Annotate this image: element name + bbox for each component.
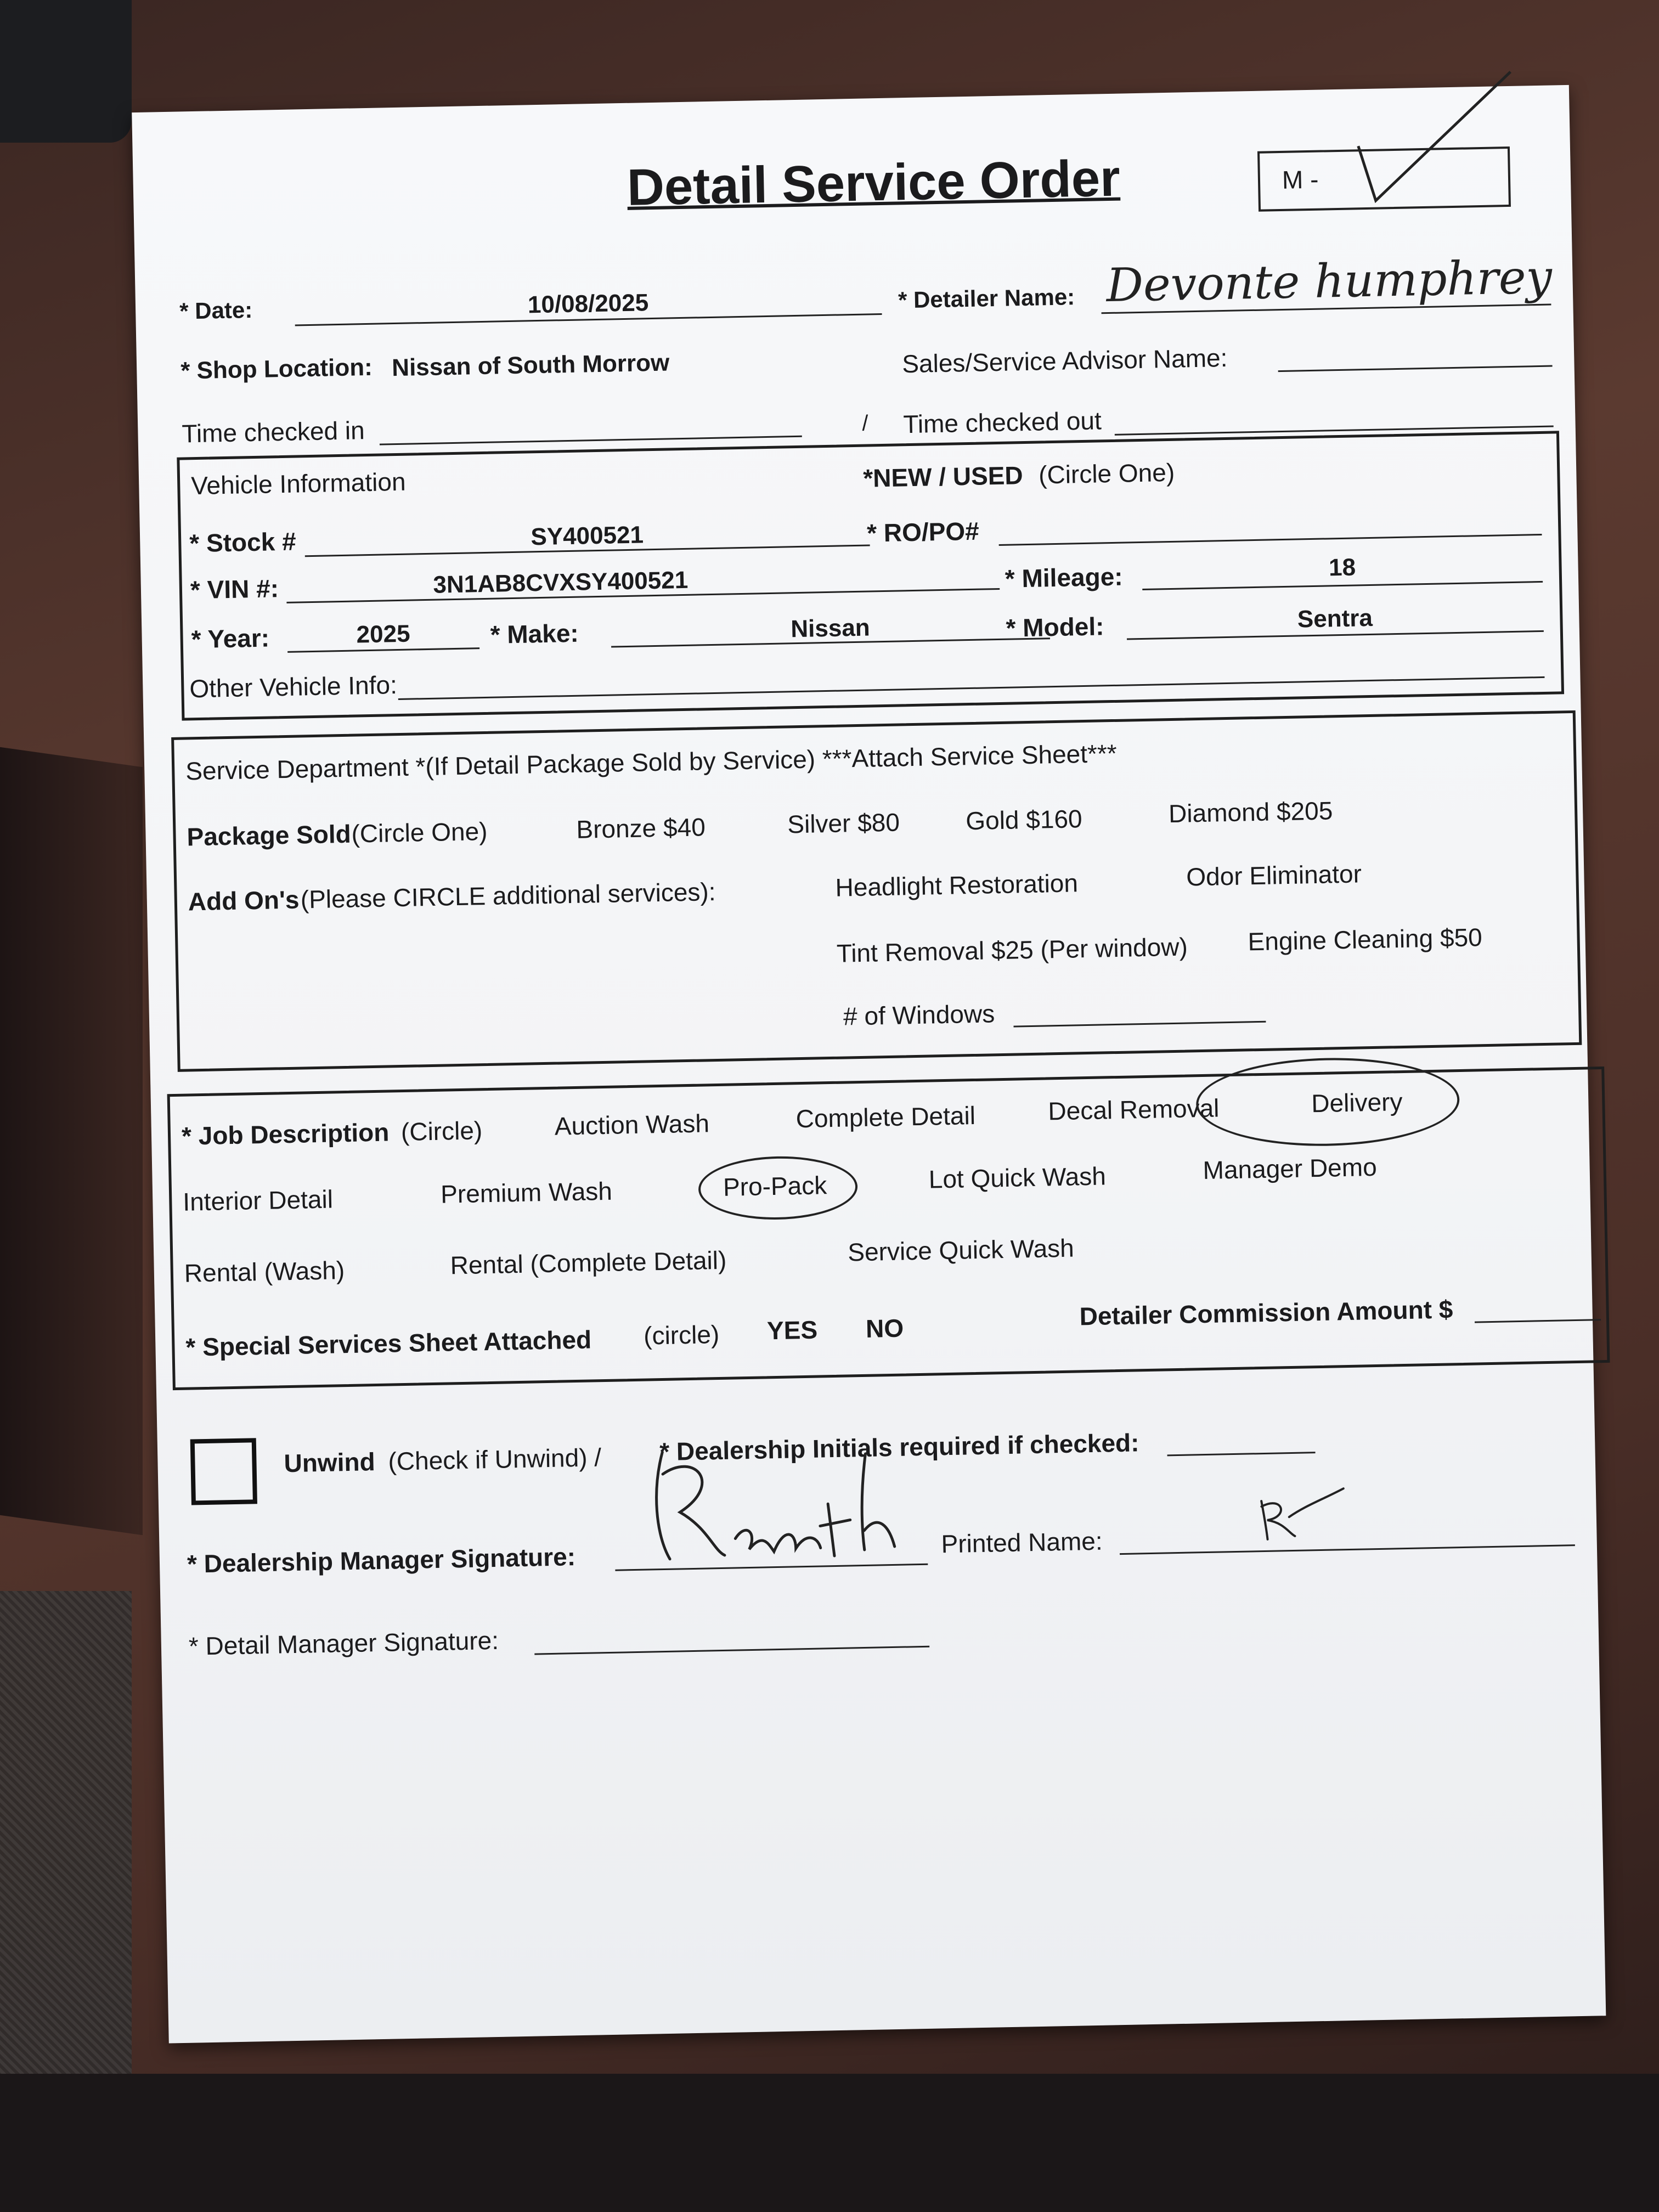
job-premium-wash[interactable]: Premium Wash <box>440 1176 613 1209</box>
vin-label: * VIN #: <box>190 574 279 605</box>
make-value: Nissan <box>790 614 871 643</box>
date-value: 10/08/2025 <box>527 289 649 319</box>
stock-label: * Stock # <box>189 527 297 558</box>
job-delivery[interactable]: Delivery <box>1311 1087 1403 1118</box>
printed-name-initials <box>1250 1483 1350 1545</box>
laptop-corner <box>0 0 132 143</box>
m-number-box[interactable] <box>1257 146 1511 212</box>
commission-amount-label: Detailer Commission Amount $ <box>1079 1295 1453 1331</box>
package-sold-hint: (Circle One) <box>351 816 488 848</box>
shop-location-value: Nissan of South Morrow <box>391 349 670 382</box>
other-vehicle-info-line[interactable] <box>398 676 1545 700</box>
shop-location-label: * Shop Location: <box>180 353 373 385</box>
addon-engine-cleaning[interactable]: Engine Cleaning $50 <box>1248 923 1483 956</box>
job-description-hint: (Circle) <box>400 1116 483 1147</box>
other-vehicle-info-label: Other Vehicle Info: <box>189 670 398 703</box>
new-used-label[interactable]: *NEW / USED <box>862 461 1024 493</box>
job-description-label: * Job Description <box>181 1118 390 1150</box>
m-label: M - <box>1282 165 1319 194</box>
new-used-hint: (Circle One) <box>1038 458 1175 489</box>
detail-manager-signature-line[interactable] <box>534 1646 929 1655</box>
special-services-no[interactable]: NO <box>865 1313 904 1343</box>
detailer-name-handwritten: Devonte humphrey <box>1105 250 1553 313</box>
job-pro-pack[interactable]: Pro-Pack <box>723 1171 827 1201</box>
make-label: * Make: <box>490 618 579 649</box>
commission-amount-line[interactable] <box>1475 1319 1601 1323</box>
unwind-checkbox[interactable] <box>190 1438 257 1505</box>
time-in-line[interactable] <box>380 436 802 445</box>
detail-manager-signature-label: * Detail Manager Signature: <box>188 1626 499 1661</box>
job-manager-demo[interactable]: Manager Demo <box>1203 1152 1378 1185</box>
form-title: Detail Service Order <box>627 149 1121 216</box>
unwind-label: Unwind <box>284 1447 376 1478</box>
dealership-manager-signature <box>629 1436 917 1573</box>
special-services-hint: (circle) <box>643 1320 720 1350</box>
vehicle-info-label: Vehicle Information <box>190 467 406 500</box>
detailer-name-label: * Detailer Name: <box>898 284 1075 313</box>
advisor-name-label: Sales/Service Advisor Name: <box>901 343 1228 379</box>
special-services-yes[interactable]: YES <box>766 1315 818 1345</box>
ro-po-label: * RO/PO# <box>866 516 980 548</box>
job-rental-wash[interactable]: Rental (Wash) <box>184 1256 345 1288</box>
package-gold[interactable]: Gold $160 <box>965 804 1083 836</box>
service-dept-header: Service Department *(If Detail Package Sold by Service) ***Attach Service Sheet*** <box>185 738 1118 786</box>
dealership-signature-label: * Dealership Manager Signature: <box>187 1542 576 1578</box>
ro-po-line[interactable] <box>999 534 1542 546</box>
job-lot-quick-wash[interactable]: Lot Quick Wash <box>928 1161 1107 1194</box>
job-complete-detail[interactable]: Complete Detail <box>795 1101 976 1133</box>
model-label: * Model: <box>1006 612 1104 642</box>
advisor-name-line[interactable] <box>1278 365 1553 373</box>
unwind-hint: (Check if Unwind) / <box>388 1443 602 1476</box>
special-services-label: * Special Services Sheet Attached <box>185 1325 592 1362</box>
package-diamond[interactable]: Diamond $205 <box>1168 796 1333 828</box>
mileage-value: 18 <box>1328 554 1356 582</box>
year-value: 2025 <box>356 620 410 648</box>
job-interior-detail[interactable]: Interior Detail <box>182 1184 334 1216</box>
add-ons-label: Add On's <box>188 885 300 916</box>
vin-value: 3N1AB8CVXSY400521 <box>433 566 689 599</box>
time-out-label: Time checked out <box>902 406 1102 439</box>
addon-odor-eliminator[interactable]: Odor Eliminator <box>1186 859 1362 891</box>
windows-count-line[interactable] <box>1013 1021 1266 1028</box>
job-decal-removal[interactable]: Decal Removal <box>1047 1093 1220 1126</box>
job-description-section <box>167 1066 1610 1390</box>
year-label: * Year: <box>191 623 270 654</box>
windows-count-label: # of Windows <box>843 999 995 1031</box>
mileage-label: * Mileage: <box>1005 562 1124 593</box>
floor-background <box>0 2074 1659 2212</box>
service-order-sheet <box>132 85 1606 2044</box>
job-auction-wash[interactable]: Auction Wash <box>554 1109 710 1141</box>
package-bronze[interactable]: Bronze $40 <box>575 812 706 844</box>
job-service-quick-wash[interactable]: Service Quick Wash <box>847 1233 1075 1267</box>
service-department-section <box>171 710 1582 1072</box>
date-label: * Date: <box>179 296 253 324</box>
add-ons-hint: (Please CIRCLE additional services): <box>300 877 716 914</box>
time-in-label: Time checked in <box>181 416 365 448</box>
time-slash: / <box>861 411 868 436</box>
model-value: Sentra <box>1297 604 1373 633</box>
stock-value: SY400521 <box>530 521 644 551</box>
addon-tint-removal[interactable]: Tint Removal $25 (Per window) <box>836 932 1188 968</box>
addon-headlight-restoration[interactable]: Headlight Restoration <box>835 868 1079 902</box>
vehicle-info-section <box>177 431 1564 720</box>
dealership-initials-line[interactable] <box>1167 1452 1316 1456</box>
job-rental-complete-detail[interactable]: Rental (Complete Detail) <box>450 1245 727 1280</box>
package-silver[interactable]: Silver $80 <box>787 808 900 839</box>
desk-edge <box>0 747 143 1536</box>
dealership-initials-label: * Dealership Initials required if checked: <box>659 1428 1139 1466</box>
printed-name-label: Printed Name: <box>941 1526 1103 1559</box>
package-sold-label: Package Sold <box>187 819 352 851</box>
checkmark-icon <box>1351 66 1519 218</box>
printed-name-line[interactable] <box>1120 1544 1575 1555</box>
